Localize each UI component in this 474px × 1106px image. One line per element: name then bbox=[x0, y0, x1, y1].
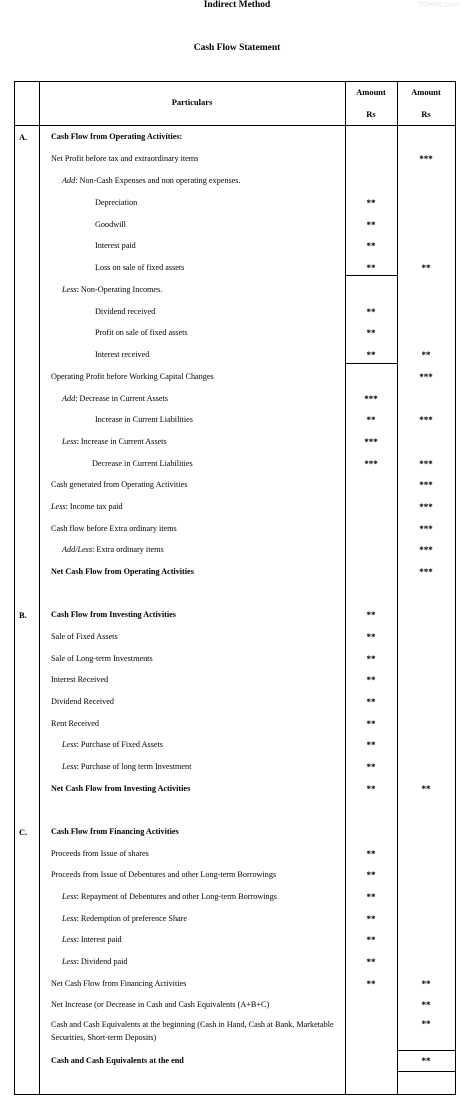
row-prefix: Less bbox=[62, 935, 77, 944]
row-label bbox=[51, 630, 118, 644]
row-text: Interest paid bbox=[95, 241, 136, 250]
row-text: Cash Flow from Financing Activities bbox=[51, 827, 179, 836]
amount2-value: *** bbox=[419, 545, 433, 555]
amount1-value: ** bbox=[366, 935, 376, 945]
row-text: Increase in Current Liabilities bbox=[95, 415, 193, 424]
amount2-value: ** bbox=[421, 350, 431, 360]
row-label bbox=[51, 370, 214, 384]
row-text: Goodwill bbox=[95, 220, 126, 229]
row-label bbox=[95, 196, 137, 210]
row-prefix: Less bbox=[62, 437, 77, 446]
row-prefix: Less bbox=[62, 892, 77, 901]
row-label bbox=[62, 760, 191, 774]
amount1-header: Amount bbox=[356, 87, 386, 97]
row-text: Cash generated from Operating Activities bbox=[51, 480, 188, 489]
row-text: : Purchase of long term Investment bbox=[76, 762, 192, 771]
row-text: : Decrease in Current Assets bbox=[75, 394, 168, 403]
row-text: Operating Profit before Working Capital Changes bbox=[51, 372, 214, 381]
row-text: Interest received bbox=[95, 350, 150, 359]
row-prefix: Less bbox=[51, 502, 66, 511]
amount1-value: *** bbox=[364, 459, 378, 469]
row-text: Rent Received bbox=[51, 719, 99, 728]
amount1-value: ** bbox=[366, 654, 376, 664]
amount1-value: ** bbox=[366, 263, 376, 273]
amount2-value: ** bbox=[421, 1019, 431, 1029]
amount2-value: ** bbox=[421, 979, 431, 989]
amount1-value: *** bbox=[364, 437, 378, 447]
row-label bbox=[51, 782, 190, 796]
particulars-header: Particulars bbox=[171, 97, 213, 107]
amount2-value: ** bbox=[421, 1056, 431, 1066]
row-prefix: Add bbox=[62, 176, 76, 185]
row-text: Sale of Fixed Assets bbox=[51, 632, 118, 641]
amount1-value: ** bbox=[366, 307, 376, 317]
row-text: : Purchase of Fixed Assets bbox=[76, 740, 163, 749]
row-text: : Interest paid bbox=[76, 935, 122, 944]
row-prefix: Less bbox=[62, 957, 77, 966]
section-id: A. bbox=[19, 132, 28, 142]
amount2-value: ** bbox=[421, 263, 431, 273]
row-label bbox=[62, 955, 128, 969]
amount1-value: ** bbox=[366, 870, 376, 880]
row-label bbox=[51, 825, 179, 839]
amount2-header: Amount bbox=[411, 87, 441, 97]
amount1-value: *** bbox=[364, 394, 378, 404]
amount1-value: ** bbox=[366, 762, 376, 772]
row-prefix: Less bbox=[62, 740, 77, 749]
row-label bbox=[62, 738, 163, 752]
amount1-value: ** bbox=[366, 784, 376, 794]
row-prefix: Add bbox=[62, 394, 76, 403]
amount1-value: ** bbox=[366, 979, 376, 989]
row-label bbox=[95, 261, 184, 275]
amount2-value: *** bbox=[419, 415, 433, 425]
row-text: : Extra ordinary items bbox=[92, 545, 164, 554]
row-text: : Dividend paid bbox=[76, 957, 128, 966]
row-text: Profit on sale of fixed assets bbox=[95, 328, 188, 337]
row-text: : Repayment of Debentures and other Long-term Borrowings bbox=[76, 892, 277, 901]
method-heading: Indirect Method bbox=[203, 0, 271, 10]
row-text: Net Profit before tax and extraordinary items bbox=[51, 154, 199, 163]
amount2-value: ** bbox=[421, 1000, 431, 1010]
row-text: : Non-Operating Incomes. bbox=[76, 285, 163, 294]
row-label bbox=[62, 283, 162, 297]
row-label bbox=[51, 673, 108, 687]
row-text: Sale of Long-term Investments bbox=[51, 654, 153, 663]
row-text: Net Increase (or Decrease in Cash and Cash Equivalents (A+B+C) bbox=[51, 1000, 270, 1009]
row-label bbox=[51, 565, 194, 579]
row-label bbox=[92, 457, 193, 471]
row-label bbox=[95, 218, 126, 232]
row-label bbox=[62, 912, 187, 926]
amount1-value: ** bbox=[366, 675, 376, 685]
row-text: Depreciation bbox=[95, 198, 138, 207]
amount1-value: ** bbox=[366, 610, 376, 620]
row-label bbox=[62, 392, 168, 406]
amount2-value: *** bbox=[419, 459, 433, 469]
amount2-value: *** bbox=[419, 567, 433, 577]
row-prefix: Less bbox=[62, 914, 77, 923]
row-label bbox=[51, 152, 198, 166]
row-label bbox=[51, 847, 149, 861]
row-label bbox=[51, 868, 276, 882]
row-text: : Non-Cash Expenses and non operating expenses. bbox=[75, 176, 241, 185]
row-label bbox=[62, 435, 167, 449]
amount1-value: ** bbox=[366, 632, 376, 642]
row-label bbox=[62, 890, 277, 904]
row-label bbox=[51, 977, 186, 991]
row-label bbox=[51, 998, 269, 1012]
row-text: Interest Received bbox=[51, 675, 109, 684]
statement-title: Cash Flow Statement bbox=[193, 43, 281, 53]
amount1-value: ** bbox=[366, 892, 376, 902]
row-text: : Income tax paid bbox=[65, 502, 123, 511]
row-text: Dividend received bbox=[95, 307, 156, 316]
amount1-unit: Rs bbox=[366, 109, 376, 119]
row-label bbox=[62, 174, 241, 188]
amount2-value: *** bbox=[419, 502, 433, 512]
row-text: Cash and Cash Equivalents at the end bbox=[51, 1056, 184, 1065]
amount2-value: *** bbox=[419, 372, 433, 382]
row-label bbox=[51, 1019, 336, 1044]
amount1-value: ** bbox=[366, 914, 376, 924]
row-text: Cash Flow from Operating Activities: bbox=[51, 132, 183, 141]
row-label bbox=[51, 608, 176, 622]
row-text: Cash and Cash Equivalents at the beginning (Cash in Hand, Cash at Bank, Marketable Securities, Short-term Deposits) bbox=[51, 1020, 334, 1042]
amount1-value: ** bbox=[366, 957, 376, 967]
row-text: : Increase in Current Assets bbox=[76, 437, 167, 446]
amount1-value: ** bbox=[366, 328, 376, 338]
row-label bbox=[95, 239, 136, 253]
amount1-value: ** bbox=[366, 740, 376, 750]
row-text: Cash Flow from Investing Activities bbox=[51, 610, 176, 619]
row-prefix: Add/Less bbox=[62, 545, 93, 554]
amount1-value: ** bbox=[366, 415, 376, 425]
amount1-value: ** bbox=[366, 350, 376, 360]
row-label bbox=[62, 543, 164, 557]
row-label bbox=[51, 695, 114, 709]
amount1-value: ** bbox=[366, 198, 376, 208]
row-text: Dividend Received bbox=[51, 697, 114, 706]
row-prefix: Less bbox=[62, 762, 77, 771]
amount2-value: ** bbox=[421, 784, 431, 794]
row-label bbox=[51, 500, 123, 514]
row-label bbox=[51, 717, 99, 731]
row-label bbox=[51, 522, 177, 536]
row-text: Proceeds from Issue of shares bbox=[51, 849, 149, 858]
section-id: B. bbox=[19, 610, 27, 620]
amount1-value: ** bbox=[366, 849, 376, 859]
amount1-value: ** bbox=[366, 241, 376, 251]
row-text: Proceeds from Issue of Debentures and other Long-term Borrowings bbox=[51, 870, 277, 879]
row-text: Cash flow before Extra ordinary items bbox=[51, 524, 177, 533]
amount2-unit: Rs bbox=[421, 109, 431, 119]
row-text: Decrease in Current Liabilities bbox=[92, 459, 193, 468]
section-id: C. bbox=[19, 827, 28, 837]
row-label bbox=[95, 348, 149, 362]
row-text: Net Cash Flow from Financing Activities bbox=[51, 979, 187, 988]
amount2-value: *** bbox=[419, 154, 433, 164]
amount1-value: ** bbox=[366, 719, 376, 729]
row-prefix: Less bbox=[62, 285, 77, 294]
amount1-value: ** bbox=[366, 220, 376, 230]
row-label bbox=[51, 130, 182, 144]
row-label bbox=[51, 1054, 184, 1068]
watermark: TOPPR.Com bbox=[418, 2, 459, 9]
row-label bbox=[51, 652, 153, 666]
amount2-value: *** bbox=[419, 524, 433, 534]
row-text: : Redemption of preference Share bbox=[76, 914, 188, 923]
row-text: Loss on sale of fixed assets bbox=[95, 263, 185, 272]
row-label bbox=[95, 413, 193, 427]
row-text: Net Cash Flow from Investing Activities bbox=[51, 784, 191, 793]
row-text: Net Cash Flow from Operating Activities bbox=[51, 567, 194, 576]
row-label bbox=[62, 933, 122, 947]
row-label bbox=[95, 305, 155, 319]
amount1-value: ** bbox=[366, 697, 376, 707]
row-label bbox=[51, 478, 187, 492]
amount2-value: *** bbox=[419, 480, 433, 490]
row-label bbox=[95, 326, 188, 340]
